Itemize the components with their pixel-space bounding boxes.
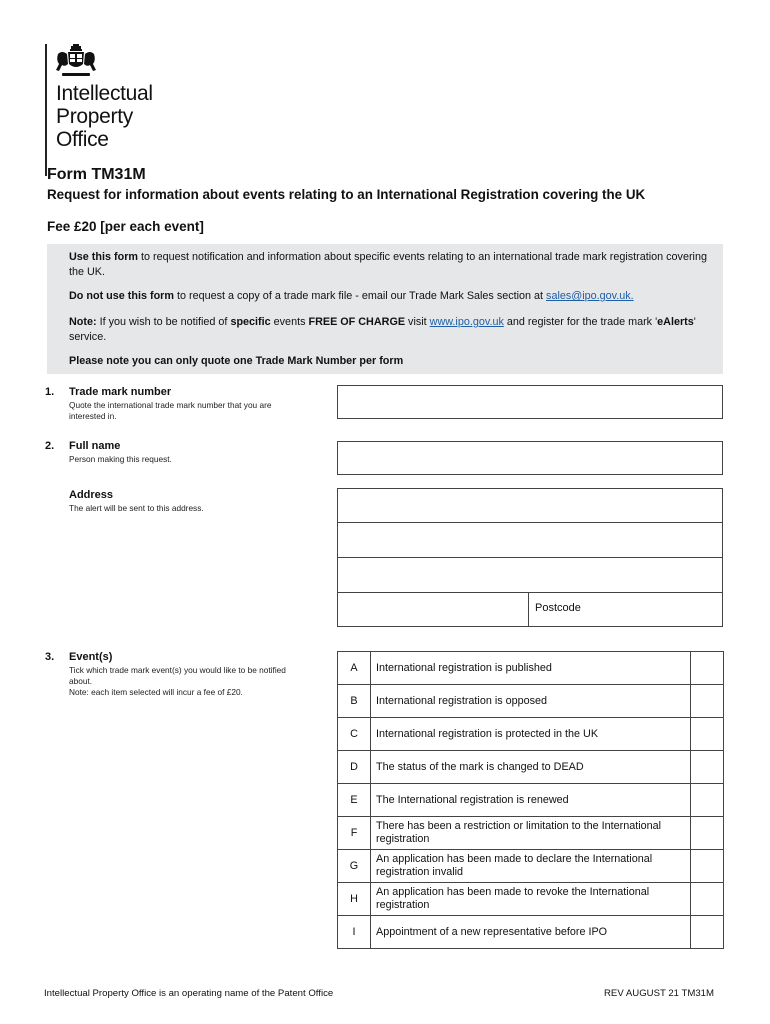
event-row-e [338,784,724,817]
event-letter: C [338,718,371,751]
event-row-a [338,652,724,685]
royal-crest-icon [54,42,98,78]
event-letter: D [338,751,371,784]
address-line-3-field[interactable] [337,557,723,593]
q1-number: 1. [45,386,55,398]
event-row-h [338,883,724,916]
info-bold-ealerts: eAlerts [657,316,694,328]
info-text-note-c: visit [405,316,430,328]
q2-number: 2. [45,440,55,452]
logo-line-2: Property [56,105,133,128]
event-description: The International registration is renewed [371,784,691,817]
info-bold-use: Use this form [69,251,138,263]
event-letter: B [338,685,371,718]
event-f-checkbox[interactable] [691,817,724,850]
info-paragraph-do-not-use [69,289,709,304]
footer-note: Intellectual Property Office is an operating name of the Patent Office [44,988,334,999]
info-box [47,244,723,374]
event-letter: F [338,817,371,850]
info-text-note-d: and register for the trade mark ' [503,316,658,328]
postcode-field[interactable] [528,592,723,627]
info-bold-note: Note: [69,316,97,328]
logo-divider [45,44,47,176]
event-g-checkbox[interactable] [691,850,724,883]
info-text-note-a: If you wish to be notified of [96,316,231,328]
event-row-i [338,916,724,949]
form-title: Form TM31M [47,166,146,183]
info-bold-free: FREE OF CHARGE [308,316,406,328]
event-row-b [338,685,724,718]
event-e-checkbox[interactable] [691,784,724,817]
q1-label: Trade mark number [69,386,172,398]
event-row-g [338,850,724,883]
trade-mark-number-field[interactable] [337,385,723,419]
sales-email-link[interactable]: sales@ipo.gov.uk. [546,290,634,302]
event-row-d [338,751,724,784]
logo-line-1: Intellectual [56,82,153,105]
footer-revision: REV AUGUST 21 TM31M [604,988,715,999]
address-help: The alert will be sent to this address. [69,503,204,513]
event-description: International registration is opposed [371,685,691,718]
info-paragraph-one-number [69,354,709,369]
event-a-checkbox[interactable] [691,652,724,685]
info-paragraph-use [69,250,709,280]
ipo-website-link[interactable]: www.ipo.gov.uk [429,316,504,328]
info-text-do-not-use: to request a copy of a trade mark file - email our Trade Mark Sales section at [173,290,547,302]
event-description: An application has been made to revoke the International registration [371,883,691,916]
q3-label: Event(s) [69,651,113,663]
q2-help: Person making this request. [69,454,172,464]
events-table [337,651,724,949]
event-letter: H [338,883,371,916]
q2-label: Full name [69,440,121,452]
event-i-checkbox[interactable] [691,916,724,949]
event-description: International registration is published [371,652,691,685]
info-text-note-e: ' service. [69,316,696,343]
info-bold-do-not-use: Do not use this form [69,290,174,302]
event-row-f [338,817,724,850]
q3-number: 3. [45,651,55,663]
info-text-use: to request notification and information about specific events relating to an international trade mark registration covering the UK. [69,251,707,278]
form-subtitle: Request for information about events relating to an International Registration covering the UK [47,187,646,202]
q3-help: Tick which trade mark event(s) you would like to be notified about. Note: each item selected will incur a fee of £20. [69,665,286,697]
event-description: Appointment of a new representative before IPO [371,916,691,949]
event-d-checkbox[interactable] [691,751,724,784]
event-c-checkbox[interactable] [691,718,724,751]
fee-label: Fee £20 [per each event] [47,219,204,234]
q1-help: Quote the international trade mark number that you are interested in. [69,400,272,421]
logo-line-3: Office [56,128,109,151]
address-line-2-field[interactable] [337,522,723,558]
full-name-field[interactable] [337,441,723,475]
event-letter: G [338,850,371,883]
info-bold-one-number: Please note you can only quote one Trade Mark Number per form [69,355,404,367]
address-label: Address [69,489,114,501]
postcode-label: Postcode [535,602,581,614]
event-description: An application has been made to declare the International registration invalid [371,850,691,883]
address-line-1-field[interactable] [337,488,723,523]
info-bold-specific: specific [230,316,271,328]
info-text-note-b: events [270,316,309,328]
event-letter: E [338,784,371,817]
event-b-checkbox[interactable] [691,685,724,718]
info-paragraph-note [69,315,709,345]
event-description: The status of the mark is changed to DEAD [371,751,691,784]
event-row-c [338,718,724,751]
event-letter: A [338,652,371,685]
event-description: International registration is protected in the UK [371,718,691,751]
event-letter: I [338,916,371,949]
event-h-checkbox[interactable] [691,883,724,916]
logo-wordmark [56,82,153,151]
address-line-4-field[interactable] [337,592,529,627]
event-description: There has been a restriction or limitation to the International registration [371,817,691,850]
